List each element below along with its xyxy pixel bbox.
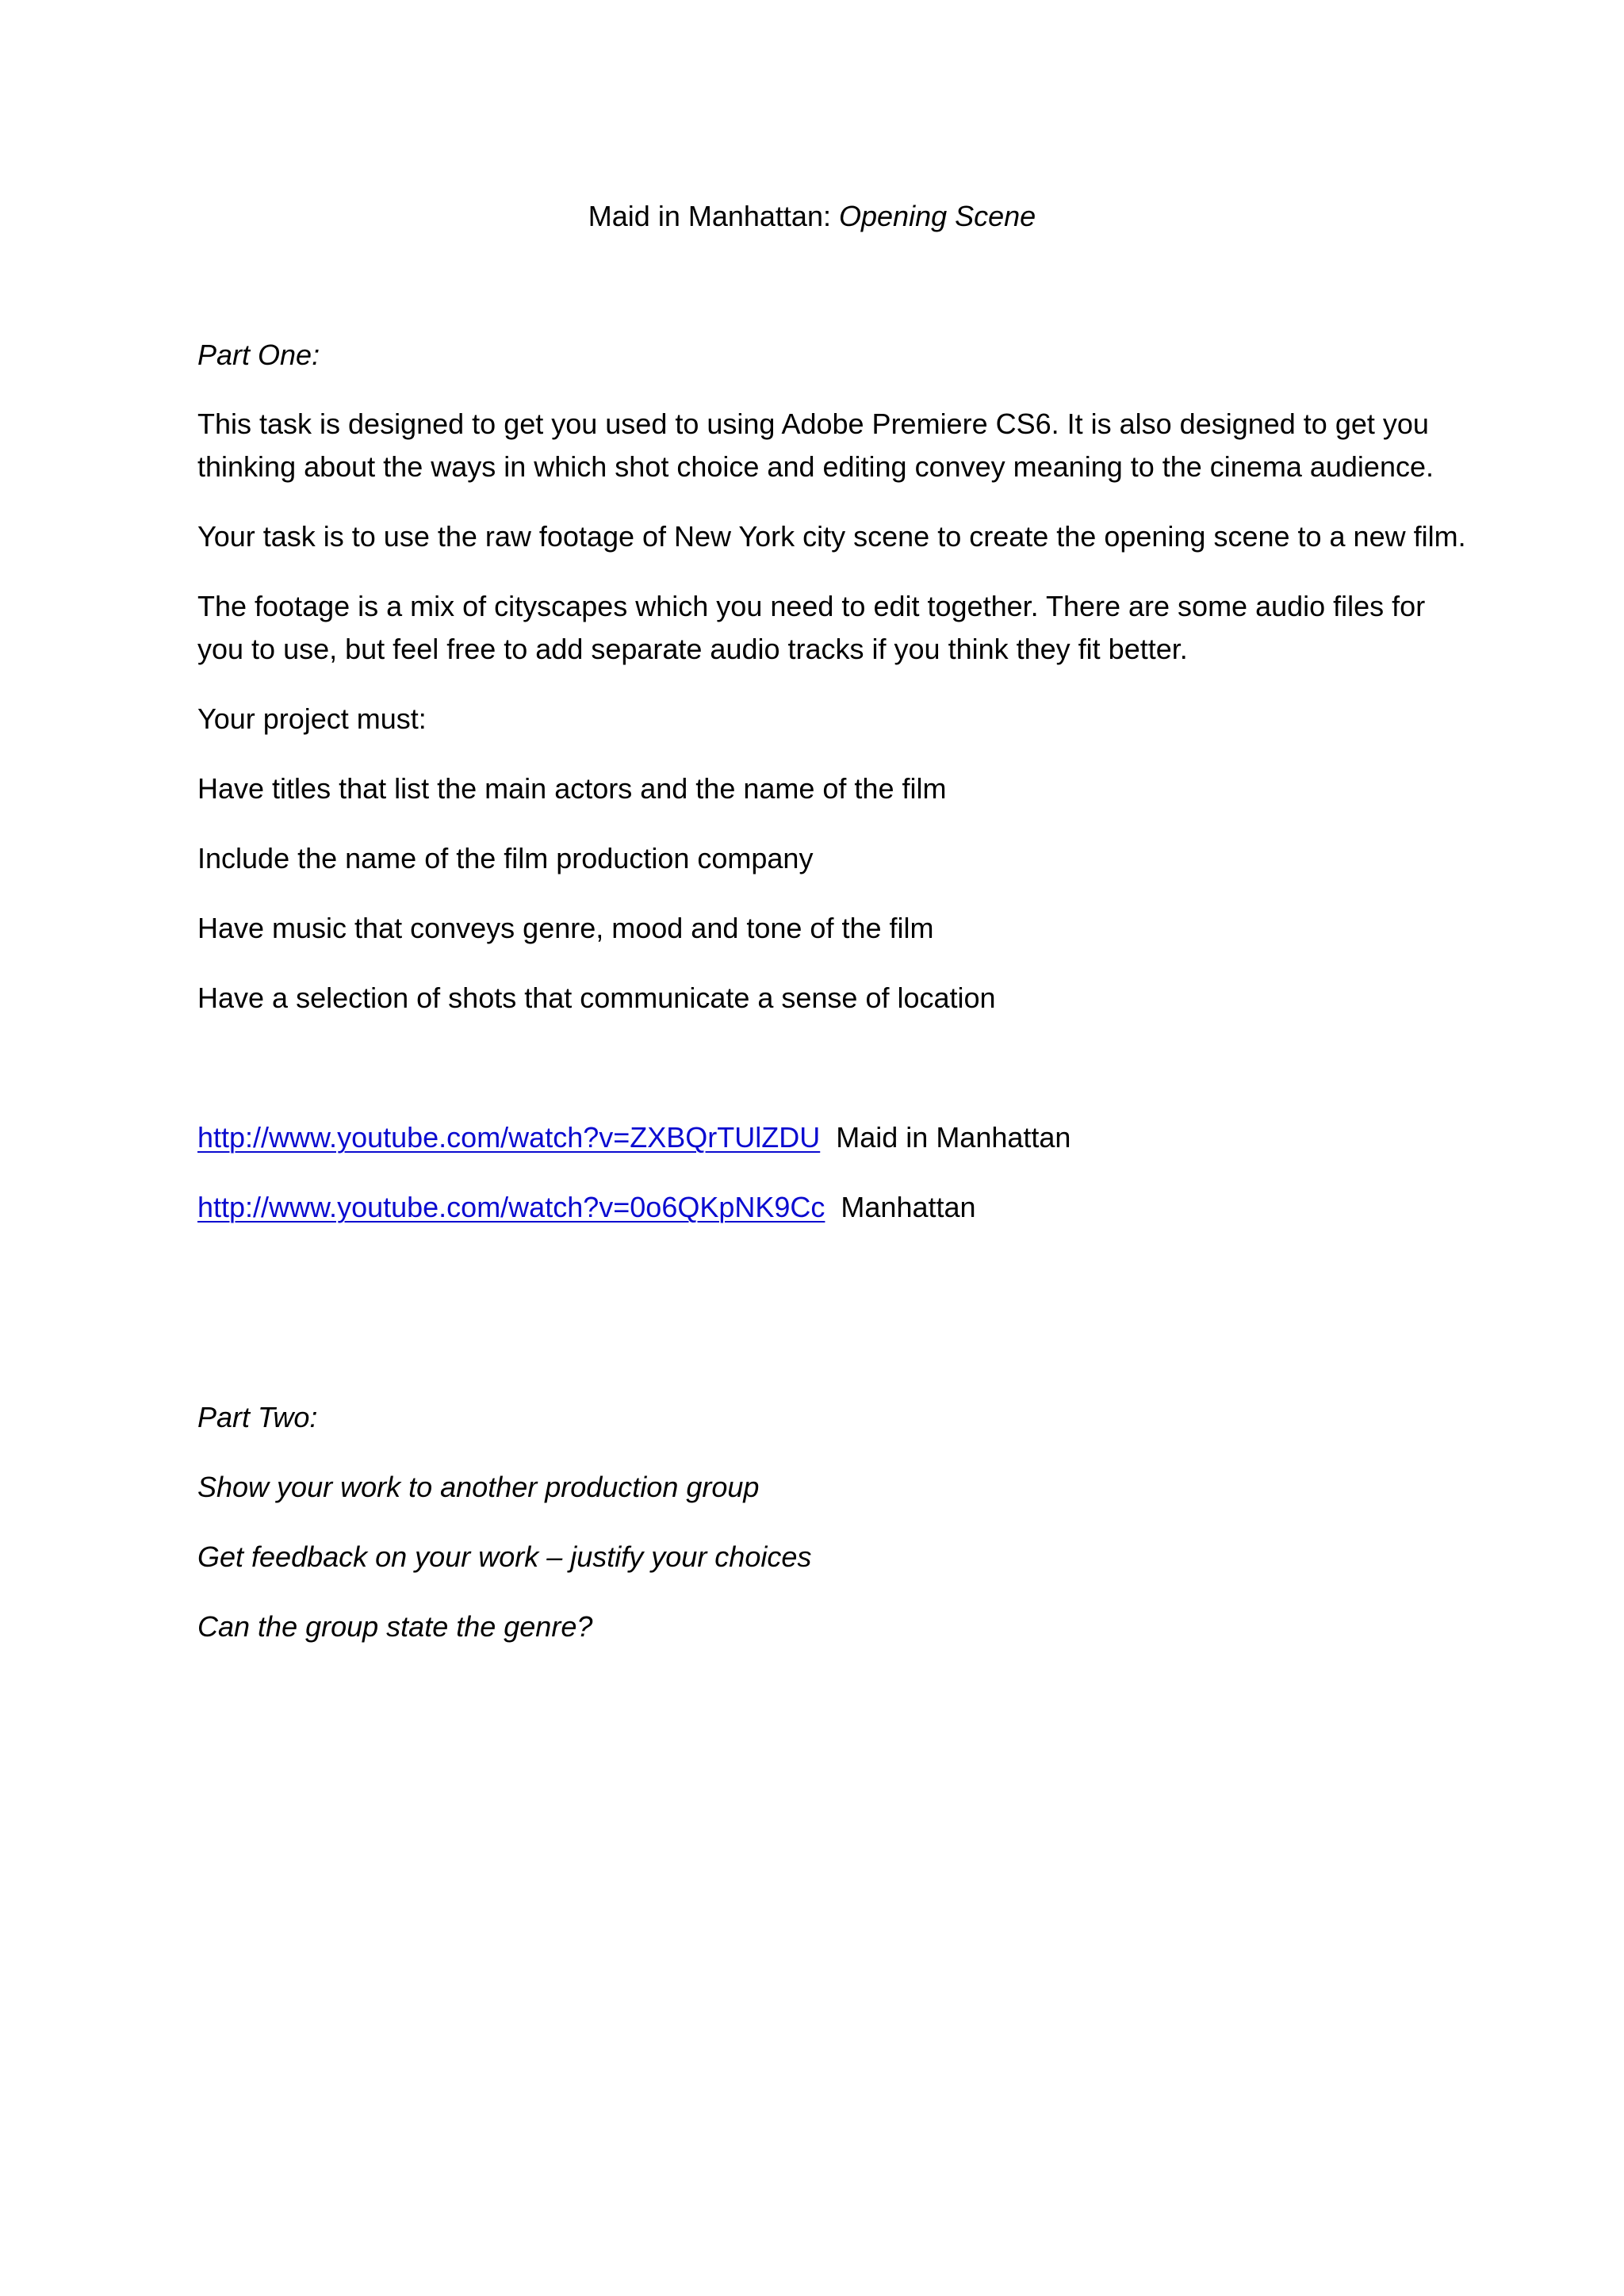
task-paragraph: Your task is to use the raw footage of New York city scene to create the opening scene to a new film. (197, 520, 1466, 553)
link-row-1 (197, 1116, 1071, 1159)
link-label-2: Manhattan (841, 1191, 976, 1223)
youtube-link-2[interactable]: http://www.youtube.com/watch?v=0o6QKpNK9Cc (197, 1191, 825, 1223)
requirement-item: Include the name of the film production company (197, 842, 814, 874)
requirement-item: Have titles that list the main actors and the name of the film (197, 772, 947, 805)
part-two-item: Get feedback on your work – justify your choices (197, 1540, 812, 1573)
part-two-item: Show your work to another production group (197, 1471, 760, 1503)
intro-line-2: thinking about the ways in which shot choice and editing convey meaning to the cinema audience. (197, 450, 1434, 483)
title-subtitle: Opening Scene (839, 200, 1036, 232)
part-two-heading: Part Two: (197, 1401, 318, 1433)
part-one-heading: Part One: (197, 339, 320, 371)
document-title (0, 195, 1624, 238)
title-main: Maid in Manhattan: (588, 200, 831, 232)
requirement-item: Have music that conveys genre, mood and tone of the film (197, 912, 934, 944)
link-label-1: Maid in Manhattan (836, 1121, 1071, 1154)
requirement-item: Have a selection of shots that communicate a sense of location (197, 982, 996, 1014)
link-row-2 (197, 1186, 976, 1229)
youtube-link-1[interactable]: http://www.youtube.com/watch?v=ZXBQrTUlZDU (197, 1121, 821, 1154)
requirements-heading: Your project must: (197, 702, 427, 735)
intro-line-1: This task is designed to get you used to using Adobe Premiere CS6. It is also designed to get you (197, 408, 1429, 440)
footage-line-1: The footage is a mix of cityscapes which you need to edit together. There are some audio files for (197, 590, 1426, 622)
footage-line-2: you to use, but feel free to add separate audio tracks if you think they fit better. (197, 633, 1188, 665)
part-two-item: Can the group state the genre? (197, 1610, 593, 1643)
